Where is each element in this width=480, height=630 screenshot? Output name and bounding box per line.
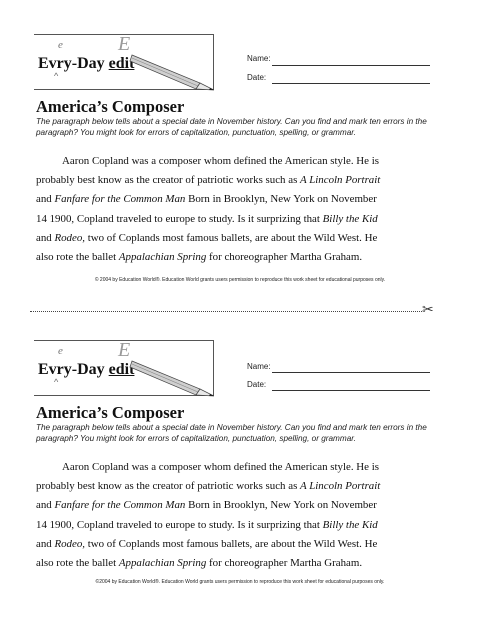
every-day-edit-logo <box>34 34 214 90</box>
copyright-notice: ©2004 by Education World®. Education World grants users permission to reproduce this work sheet for educational purposes only. <box>95 579 385 585</box>
every-day-edit-logo <box>34 340 214 396</box>
paragraph-line: 14 1900, Copland traveled to europe to study. Is it surprizing that Billy the Kid <box>36 212 378 225</box>
scissors-icon: ✂ <box>422 302 434 318</box>
page-title: America’s Composer <box>36 403 185 422</box>
paragraph-line: and Rodeo, two of Coplands most famous ballets, are about the Wild West. He <box>36 537 378 550</box>
paragraph-line: probably best know as the creator of patriotic works such as A Lincoln Portrait <box>36 174 381 187</box>
date-label: Date: <box>247 73 267 82</box>
worksheet-bottom <box>0 340 480 630</box>
date-label: Date: <box>247 380 267 389</box>
pencil-icon <box>130 49 214 91</box>
date-field[interactable] <box>272 83 430 84</box>
instructions: The paragraph below tells about a special date in November history. Can you find and mark ten errors in the paragraph? You might look for errors of capitalization, punctuation, spelling, or grammar. <box>36 423 427 443</box>
worksheet-top <box>0 34 480 324</box>
logo-big-e: E <box>118 33 131 55</box>
logo-caret: ^ <box>54 71 59 81</box>
paragraph-line: probably best know as the creator of patriotic works such as A Lincoln Portrait <box>36 480 381 493</box>
name-label: Name: <box>247 362 271 371</box>
edit-paragraph <box>36 458 448 573</box>
paragraph-line: also rote the ballet Appalachian Spring for choreographer Martha Graham. <box>36 251 363 264</box>
name-field[interactable] <box>272 372 430 373</box>
edit-paragraph <box>36 152 448 267</box>
pencil-icon <box>130 355 214 397</box>
logo-text: Evry-Day edit <box>38 361 135 378</box>
logo-caret: ^ <box>54 377 59 387</box>
instructions: The paragraph below tells about a special date in November history. Can you find and mark ten errors in the paragraph? You might look for errors of capitalization, punctuation, spelling, or grammar. <box>36 117 427 137</box>
paragraph-line: 14 1900, Copland traveled to europe to study. Is it surprizing that Billy the Kid <box>36 518 378 531</box>
name-label: Name: <box>247 54 271 63</box>
page-title: America’s Composer <box>36 97 185 116</box>
paragraph-line: and Rodeo, two of Coplands most famous ballets, are about the Wild West. He <box>36 231 378 244</box>
paragraph-line: Aaron Copland was a composer whom defined the American style. He is <box>62 155 379 167</box>
logo-small-e: e <box>58 39 63 51</box>
logo-small-e: e <box>58 345 63 357</box>
paragraph-line: also rote the ballet Appalachian Spring for choreographer Martha Graham. <box>36 557 363 570</box>
date-field[interactable] <box>272 390 430 391</box>
name-field[interactable] <box>272 65 430 66</box>
logo-big-e: E <box>118 339 131 361</box>
cut-line <box>30 311 422 312</box>
copyright-notice: © 2004 by Education World®. Education World grants users permission to reproduce this work sheet for educational purposes only. <box>94 277 386 283</box>
paragraph-line: Aaron Copland was a composer whom defined the American style. He is <box>62 461 379 473</box>
logo-text: Evry-Day edit <box>38 55 135 72</box>
paragraph-line: and Fanfare for the Common Man Born in Brooklyn, New York on November <box>36 193 377 206</box>
paragraph-line: and Fanfare for the Common Man Born in Brooklyn, New York on November <box>36 499 377 512</box>
